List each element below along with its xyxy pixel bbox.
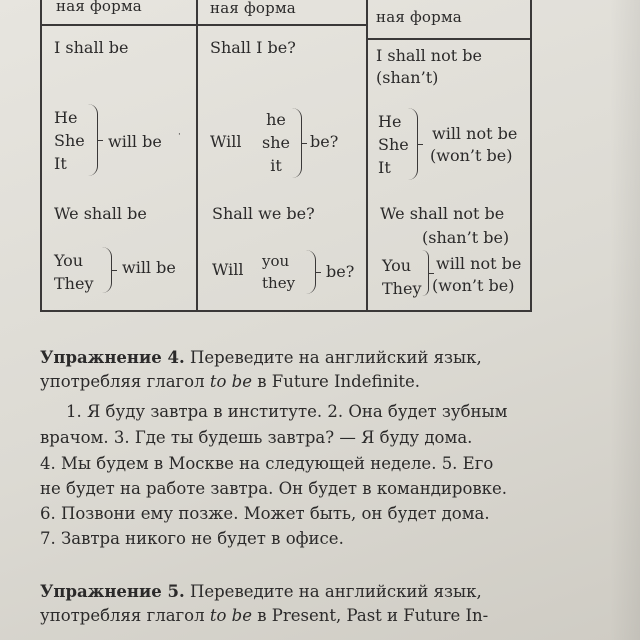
exercise-4-line: 1. Я буду завтра в институте. 2. Она будет зубным: [66, 402, 508, 421]
pronoun-you: you: [262, 252, 290, 270]
pronoun-you: You: [382, 256, 412, 275]
exercise-5-verb: to be: [209, 606, 252, 625]
exercise-4-instruction-a: Переведите на английский язык,: [184, 348, 482, 367]
int-will-2: Will: [212, 260, 244, 279]
table-border-left: [40, 0, 42, 312]
ink-dot: ·: [178, 130, 181, 140]
exercise-4-verb: to be: [209, 372, 252, 391]
exercise-4-label: Упражнение 4.: [40, 348, 185, 367]
table-border-right: [530, 0, 532, 312]
aff-pronouns-he-she-it: [54, 106, 85, 175]
neg-wont-be: (won’t be): [430, 146, 513, 165]
pronoun-they: they: [262, 274, 296, 292]
pronoun-he: He: [54, 108, 78, 127]
header-rule-3: [366, 38, 532, 40]
pronoun-it: it: [270, 156, 282, 175]
table-border-bottom: [40, 310, 532, 312]
int-shall-i-be: Shall I be?: [210, 38, 296, 57]
header-interrogative: ная форма: [210, 0, 296, 17]
aff-will-be-2: will be: [122, 258, 176, 277]
neg-will-not-be-2: will not be: [436, 254, 522, 273]
exercise-4-heading: [40, 346, 560, 394]
exercise-5-heading: [40, 580, 560, 628]
pronoun-they: They: [382, 279, 422, 298]
int-be-q-2: be?: [326, 262, 355, 281]
pronoun-you: You: [54, 251, 84, 270]
page-shadow: [610, 0, 640, 640]
aff-will-be: will be: [108, 132, 162, 151]
exercise-4-instruction-b: употребляя глагол: [40, 372, 210, 391]
int-pronouns-you-they: [262, 250, 295, 294]
aff-we-shall-be: We shall be: [54, 204, 147, 223]
neg-will-not-be: will not be: [432, 124, 518, 143]
pronoun-she: She: [54, 131, 85, 150]
brace: [306, 250, 316, 294]
header-rule-2: [196, 24, 366, 26]
brace: [102, 247, 112, 293]
neg-pronouns-he-she-it: [378, 110, 409, 179]
exercise-4-line: 7. Завтра никого не будет в офисе.: [40, 529, 344, 548]
neg-we-shall-not-be: We shall not be: [380, 204, 505, 223]
table-divider-1: [196, 0, 198, 312]
exercise-5-instruction-b: употребляя глагол: [40, 606, 210, 625]
exercise-4-line: не будет на работе завтра. Он будет в командировке.: [40, 479, 507, 498]
pronoun-he: He: [378, 112, 402, 131]
conjugation-table: [40, 0, 532, 312]
neg-shant: (shan’t): [376, 68, 439, 87]
pronoun-it: It: [54, 154, 67, 173]
brace: [292, 108, 302, 178]
brace: [88, 104, 98, 176]
neg-i-shall-not-be: I shall not be: [376, 46, 482, 65]
brace: [422, 250, 429, 296]
pronoun-it: It: [378, 158, 391, 177]
neg-wont-be-2: (won’t be): [432, 276, 515, 295]
int-be-q: be?: [310, 132, 339, 151]
exercise-4-line: врачом. 3. Где ты будешь завтра? — Я буду дома.: [40, 428, 473, 447]
header-negative: ная форма: [376, 8, 462, 26]
pronoun-she: she: [262, 133, 290, 152]
neg-shant-be: (shan’t be): [422, 228, 510, 247]
int-will: Will: [210, 132, 242, 151]
header-rule-1: [40, 24, 196, 26]
int-pronouns-he-she-it: [256, 108, 296, 177]
neg-pronouns-you-they: [382, 254, 421, 300]
int-shall-we-be: Shall we be?: [212, 204, 315, 223]
pronoun-she: She: [378, 135, 409, 154]
table-divider-2: [366, 0, 368, 312]
exercise-4-line: 6. Позвони ему позже. Может быть, он будет дома.: [40, 504, 490, 523]
exercise-4-instruction-c: в Future Indefinite.: [251, 372, 421, 391]
aff-i-shall-be: I shall be: [54, 38, 129, 57]
exercise-5-label: Упражнение 5.: [40, 582, 185, 601]
exercise-4-line: 4. Мы будем в Москве на следующей неделе. 5. Его: [40, 454, 494, 473]
aff-pronouns-you-they: [54, 249, 93, 295]
header-affirmative: ная форма: [56, 0, 142, 15]
exercise-5-instruction-a: Переведите на английский язык,: [184, 582, 482, 601]
pronoun-they: They: [54, 274, 94, 293]
brace: [408, 108, 418, 180]
pronoun-he: he: [266, 110, 286, 129]
exercise-5-instruction-c: в Present, Past и Future In-: [251, 606, 489, 625]
